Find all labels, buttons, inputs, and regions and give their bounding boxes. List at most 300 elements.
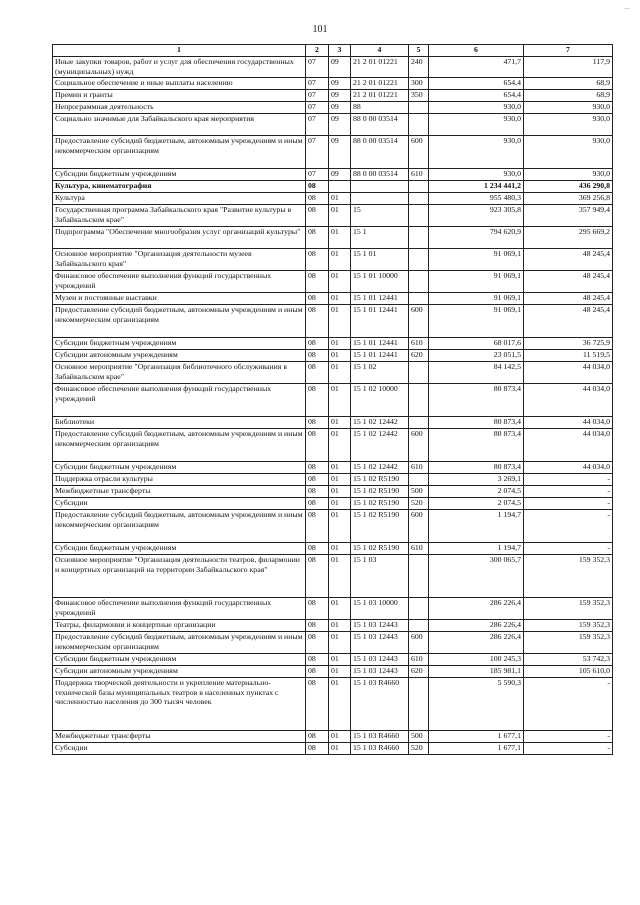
section-code: 08 (306, 417, 329, 429)
row-name: Предоставление субсидий бюджетным, автономным учреждениям и иным некоммерческим организациям (53, 136, 306, 169)
target-article-code: 15 (351, 205, 409, 227)
target-article-code: 15 1 02 12442 (351, 417, 409, 429)
subsection-code: 01 (329, 338, 351, 350)
amount-col-7: - (524, 486, 613, 498)
section-code: 07 (306, 57, 329, 78)
amount-col-7: - (524, 543, 613, 555)
row-name: Предоставление субсидий бюджетным, автономным учреждениям и иным некоммерческим организациям (53, 510, 306, 543)
row-name: Субсидии бюджетным учреждениям (53, 169, 306, 181)
table-row (53, 486, 613, 498)
target-article-code: 15 1 01 (351, 249, 409, 271)
subsection-code: 01 (329, 293, 351, 305)
subsection-code: 01 (329, 227, 351, 249)
table-row (53, 678, 613, 731)
target-article-code: 15 1 02 R5190 (351, 474, 409, 486)
table-row (53, 338, 613, 350)
subsection-code: 01 (329, 205, 351, 227)
amount-col-7: 159 352,3 (524, 598, 613, 620)
amount-col-6: 91 069,1 (429, 249, 524, 271)
expense-type-code: 600 (409, 429, 429, 462)
subsection-code: 01 (329, 731, 351, 743)
subsection-code: 01 (329, 362, 351, 384)
section-code: 08 (306, 293, 329, 305)
subsection-code: 01 (329, 620, 351, 632)
table-row (53, 305, 613, 338)
expense-type-code: 610 (409, 169, 429, 181)
table-row (53, 169, 613, 181)
amount-col-7: - (524, 743, 613, 755)
subsection-code: 01 (329, 384, 351, 417)
row-name: Финансовое обеспечение выполнения функций государственных учреждений (53, 384, 306, 417)
target-article-code (351, 193, 409, 205)
subsection-code: 09 (329, 169, 351, 181)
amount-col-6: 84 142,5 (429, 362, 524, 384)
row-name: Культура (53, 193, 306, 205)
target-article-code: 88 0 00 03514 (351, 136, 409, 169)
row-name: Библиотеки (53, 417, 306, 429)
target-article-code: 15 1 01 12441 (351, 293, 409, 305)
amount-col-6: 300 065,7 (429, 555, 524, 598)
row-name: Социально значимые для Забайкальского края мероприятия (53, 114, 306, 136)
amount-col-6: 923 305,8 (429, 205, 524, 227)
amount-col-6: 794 620,9 (429, 227, 524, 249)
row-name: Субсидии (53, 498, 306, 510)
row-name: Основное мероприятие "Организация библиотечного обслуживания в Забайкальском крае" (53, 362, 306, 384)
amount-col-6: 80 873,4 (429, 429, 524, 462)
table-row (53, 136, 613, 169)
amount-col-7: 117,9 (524, 57, 613, 78)
row-name: Субсидии автономным учреждениям (53, 350, 306, 362)
expense-type-code: 350 (409, 90, 429, 102)
amount-col-7: - (524, 510, 613, 543)
expense-type-code (409, 362, 429, 384)
subsection-code: 01 (329, 666, 351, 678)
row-name: Субсидии (53, 743, 306, 755)
table-row (53, 654, 613, 666)
amount-col-7: 159 352,3 (524, 555, 613, 598)
header-row (53, 45, 613, 57)
target-article-code: 21 2 01 01221 (351, 90, 409, 102)
target-article-code: 15 1 01 10000 (351, 271, 409, 293)
header-col-3: 3 (329, 45, 351, 57)
section-code: 08 (306, 654, 329, 666)
table-row (53, 362, 613, 384)
amount-col-6: 2 074,5 (429, 486, 524, 498)
amount-col-6: 5 590,3 (429, 678, 524, 731)
amount-col-7: 930,0 (524, 114, 613, 136)
amount-col-7: 68,9 (524, 90, 613, 102)
expense-type-code: 520 (409, 498, 429, 510)
expense-type-code (409, 598, 429, 620)
row-name: Межбюджетные трансферты (53, 731, 306, 743)
amount-col-6: 286 226,4 (429, 620, 524, 632)
target-article-code: 15 1 03 R4660 (351, 743, 409, 755)
amount-col-7: 48 245,4 (524, 249, 613, 271)
row-name: Субсидии автономным учреждениям (53, 666, 306, 678)
target-article-code: 15 1 02 R5190 (351, 486, 409, 498)
amount-col-6: 68 017,6 (429, 338, 524, 350)
amount-col-7: 357 949,4 (524, 205, 613, 227)
expense-type-code: 610 (409, 462, 429, 474)
target-article-code: 15 1 02 12442 (351, 462, 409, 474)
header-col-1: 1 (53, 45, 306, 57)
section-code: 08 (306, 181, 329, 193)
amount-col-7: 11 519,5 (524, 350, 613, 362)
subsection-code: 01 (329, 598, 351, 620)
row-name: Субсидии бюджетным учреждениям (53, 654, 306, 666)
expense-type-code: 610 (409, 543, 429, 555)
section-code: 07 (306, 78, 329, 90)
target-article-code: 15 1 02 10000 (351, 384, 409, 417)
header-col-7: 7 (524, 45, 613, 57)
subsection-code: 09 (329, 78, 351, 90)
amount-col-6: 80 873,4 (429, 417, 524, 429)
subsection-code: 01 (329, 429, 351, 462)
table-row (53, 474, 613, 486)
subsection-code: 01 (329, 462, 351, 474)
row-name: Государственная программа Забайкальского края "Развитие культуры в Забайкальском крае" (53, 205, 306, 227)
target-article-code: 15 1 02 R5190 (351, 510, 409, 543)
amount-col-7: - (524, 731, 613, 743)
amount-col-7: 36 725,9 (524, 338, 613, 350)
section-code: 07 (306, 169, 329, 181)
target-article-code: 15 1 02 12442 (351, 429, 409, 462)
subsection-code: 01 (329, 417, 351, 429)
subsection-code: 09 (329, 136, 351, 169)
section-code: 08 (306, 205, 329, 227)
amount-col-6: 100 245,3 (429, 654, 524, 666)
target-article-code: 15 1 03 12443 (351, 632, 409, 654)
row-name: Субсидии бюджетным учреждениям (53, 338, 306, 350)
section-code: 08 (306, 498, 329, 510)
amount-col-6: 955 480,3 (429, 193, 524, 205)
subsection-code: 01 (329, 510, 351, 543)
expense-type-code (409, 678, 429, 731)
target-article-code: 15 1 (351, 227, 409, 249)
amount-col-7: 53 742,3 (524, 654, 613, 666)
row-name: Непрограммная деятельность (53, 102, 306, 114)
table-row (53, 114, 613, 136)
expense-type-code (409, 620, 429, 632)
target-article-code: 88 (351, 102, 409, 114)
section-code: 08 (306, 598, 329, 620)
amount-col-6: 654,4 (429, 78, 524, 90)
row-name: Финансовое обеспечение выполнения функций государственных учреждений (53, 598, 306, 620)
expense-type-code: 600 (409, 136, 429, 169)
target-article-code: 88 0 00 03514 (351, 169, 409, 181)
row-name: Финансовое обеспечение выполнения функций государственных учреждений (53, 271, 306, 293)
budget-table (52, 44, 613, 755)
row-name: Субсидии бюджетным учреждениям (53, 462, 306, 474)
amount-col-7: 68,9 (524, 78, 613, 90)
subsection-code: 01 (329, 632, 351, 654)
section-code: 08 (306, 543, 329, 555)
table-row (53, 743, 613, 755)
target-article-code (351, 181, 409, 193)
subsection-code: 01 (329, 498, 351, 510)
amount-col-7: 48 245,4 (524, 293, 613, 305)
amount-col-7: 159 352,3 (524, 632, 613, 654)
section-code: 08 (306, 510, 329, 543)
amount-col-6: 1 677,1 (429, 743, 524, 755)
target-article-code: 15 1 03 R4660 (351, 678, 409, 731)
section-code: 08 (306, 305, 329, 338)
target-article-code: 15 1 03 12443 (351, 654, 409, 666)
amount-col-6: 2 074,5 (429, 498, 524, 510)
amount-col-7: - (524, 474, 613, 486)
row-name: Поддержка творческой деятельности и укрепление материально-технической базы муниципальных театров в населенных пунктах с численностью населения до 300 тысяч человек (53, 678, 306, 731)
expense-type-code: 520 (409, 743, 429, 755)
table-row (53, 543, 613, 555)
expense-type-code (409, 227, 429, 249)
expense-type-code (409, 114, 429, 136)
amount-col-7: 44 034,0 (524, 384, 613, 417)
row-name: Основное мероприятие "Организация деятельности музеев Забайкальского края" (53, 249, 306, 271)
amount-col-6: 1 194,7 (429, 510, 524, 543)
table-row (53, 731, 613, 743)
amount-col-7: 105 610,0 (524, 666, 613, 678)
row-name: Основное мероприятие "Организация деятельности театров, филармонии и концертных организаций на территории Забайкальского края" (53, 555, 306, 598)
target-article-code: 15 1 03 12443 (351, 620, 409, 632)
expense-type-code: 610 (409, 338, 429, 350)
amount-col-6: 3 269,1 (429, 474, 524, 486)
section-code: 08 (306, 743, 329, 755)
subsection-code: 01 (329, 555, 351, 598)
amount-col-7: - (524, 678, 613, 731)
table-row (53, 193, 613, 205)
row-name: Иные закупки товаров, работ и услуг для обеспечения государственных (муниципальных) нужд (53, 57, 306, 78)
table-row (53, 498, 613, 510)
section-code: 08 (306, 474, 329, 486)
expense-type-code (409, 417, 429, 429)
section-code: 08 (306, 620, 329, 632)
header-col-2: 2 (306, 45, 329, 57)
section-code: 08 (306, 555, 329, 598)
amount-col-6: 1 234 441,2 (429, 181, 524, 193)
table-row (53, 90, 613, 102)
section-code: 07 (306, 114, 329, 136)
expense-type-code (409, 205, 429, 227)
section-code: 08 (306, 632, 329, 654)
amount-col-6: 286 226,4 (429, 632, 524, 654)
amount-col-7: 436 290,8 (524, 181, 613, 193)
table-row (53, 417, 613, 429)
row-name: Предоставление субсидий бюджетным, автономным учреждениям и иным некоммерческим организациям (53, 305, 306, 338)
amount-col-6: 471,7 (429, 57, 524, 78)
amount-col-7: 48 245,4 (524, 305, 613, 338)
target-article-code: 15 1 03 12443 (351, 666, 409, 678)
subsection-code: 01 (329, 350, 351, 362)
expense-type-code: 620 (409, 666, 429, 678)
target-article-code: 15 1 01 12441 (351, 338, 409, 350)
table-row (53, 227, 613, 249)
table-row (53, 462, 613, 474)
section-code: 08 (306, 678, 329, 731)
table-row (53, 666, 613, 678)
section-code: 08 (306, 227, 329, 249)
amount-col-6: 930,0 (429, 114, 524, 136)
expense-type-code: 600 (409, 510, 429, 543)
subsection-code: 09 (329, 90, 351, 102)
subsection-code: 01 (329, 249, 351, 271)
amount-col-6: 91 069,1 (429, 293, 524, 305)
table-row (53, 384, 613, 417)
expense-type-code: 240 (409, 57, 429, 78)
section-code: 08 (306, 338, 329, 350)
section-code: 08 (306, 462, 329, 474)
amount-col-7: 295 669,2 (524, 227, 613, 249)
corner-mark: ... (624, 2, 630, 11)
subsection-code: 01 (329, 543, 351, 555)
expense-type-code (409, 384, 429, 417)
section-code: 08 (306, 429, 329, 462)
row-name: Музеи и постоянные выставки (53, 293, 306, 305)
table-row (53, 632, 613, 654)
row-name: Поддержка отрасли культуры (53, 474, 306, 486)
subsection-code: 01 (329, 743, 351, 755)
subsection-code: 09 (329, 57, 351, 78)
section-code: 08 (306, 350, 329, 362)
amount-col-6: 23 051,5 (429, 350, 524, 362)
amount-col-6: 91 069,1 (429, 271, 524, 293)
row-name: Межбюджетные трансферты (53, 486, 306, 498)
target-article-code: 15 1 02 R5190 (351, 498, 409, 510)
expense-type-code: 300 (409, 78, 429, 90)
target-article-code: 15 1 01 12441 (351, 305, 409, 338)
amount-col-6: 91 069,1 (429, 305, 524, 338)
target-article-code: 15 1 03 (351, 555, 409, 598)
amount-col-6: 930,0 (429, 169, 524, 181)
expense-type-code (409, 249, 429, 271)
section-code: 07 (306, 90, 329, 102)
amount-col-6: 80 873,4 (429, 462, 524, 474)
expense-type-code: 600 (409, 632, 429, 654)
expense-type-code: 500 (409, 486, 429, 498)
target-article-code: 15 1 02 (351, 362, 409, 384)
table-row (53, 181, 613, 193)
header-col-6: 6 (429, 45, 524, 57)
section-code: 08 (306, 271, 329, 293)
section-code: 08 (306, 666, 329, 678)
amount-col-7: 44 034,0 (524, 362, 613, 384)
subsection-code: 01 (329, 474, 351, 486)
section-code: 08 (306, 731, 329, 743)
table-row (53, 620, 613, 632)
expense-type-code: 610 (409, 654, 429, 666)
target-article-code: 15 1 01 12441 (351, 350, 409, 362)
expense-type-code: 500 (409, 731, 429, 743)
section-code: 08 (306, 362, 329, 384)
table-body (53, 57, 613, 755)
amount-col-7: 930,0 (524, 169, 613, 181)
row-name: Подпрограмма "Обеспечение многообразия услуг организаций культуры" (53, 227, 306, 249)
table-row (53, 249, 613, 271)
header-col-5: 5 (409, 45, 429, 57)
amount-col-6: 930,0 (429, 136, 524, 169)
amount-col-7: 44 034,0 (524, 417, 613, 429)
table-row (53, 102, 613, 114)
row-name: Премии и гранты (53, 90, 306, 102)
amount-col-6: 654,4 (429, 90, 524, 102)
amount-col-7: 44 034,0 (524, 429, 613, 462)
table-row (53, 57, 613, 78)
amount-col-7: 930,0 (524, 136, 613, 169)
row-name: Социальное обеспечение и иные выплаты населению (53, 78, 306, 90)
section-code: 07 (306, 136, 329, 169)
section-code: 08 (306, 193, 329, 205)
table-row (53, 293, 613, 305)
table-row (53, 271, 613, 293)
amount-col-6: 80 873,4 (429, 384, 524, 417)
subsection-code: 01 (329, 271, 351, 293)
table-row (53, 429, 613, 462)
row-name: Культура, кинематография (53, 181, 306, 193)
section-code: 08 (306, 249, 329, 271)
section-code: 08 (306, 486, 329, 498)
expense-type-code (409, 102, 429, 114)
subsection-code: 09 (329, 102, 351, 114)
expense-type-code (409, 474, 429, 486)
expense-type-code (409, 181, 429, 193)
table-row (53, 78, 613, 90)
row-name: Предоставление субсидий бюджетным, автономным учреждениям и иным некоммерческим организациям (53, 429, 306, 462)
amount-col-6: 286 226,4 (429, 598, 524, 620)
table-row (53, 510, 613, 543)
amount-col-6: 1 677,1 (429, 731, 524, 743)
expense-type-code: 600 (409, 305, 429, 338)
expense-type-code (409, 293, 429, 305)
target-article-code: 15 1 03 10000 (351, 598, 409, 620)
target-article-code: 15 1 02 R5190 (351, 543, 409, 555)
amount-col-7: - (524, 498, 613, 510)
amount-col-7: 159 352,3 (524, 620, 613, 632)
target-article-code: 88 0 00 03514 (351, 114, 409, 136)
target-article-code: 21 2 01 01221 (351, 78, 409, 90)
section-code: 08 (306, 384, 329, 417)
amount-col-6: 185 981,1 (429, 666, 524, 678)
subsection-code: 01 (329, 678, 351, 731)
subsection-code: 01 (329, 193, 351, 205)
subsection-code: 09 (329, 114, 351, 136)
expense-type-code: 620 (409, 350, 429, 362)
expense-type-code (409, 555, 429, 598)
table-row (53, 555, 613, 598)
subsection-code: 01 (329, 486, 351, 498)
expense-type-code (409, 193, 429, 205)
row-name: Предоставление субсидий бюджетным, автономным учреждениям и иным некоммерческим организациям (53, 632, 306, 654)
amount-col-6: 1 194,7 (429, 543, 524, 555)
expense-type-code (409, 271, 429, 293)
table-row (53, 598, 613, 620)
target-article-code: 21 2 01 01221 (351, 57, 409, 78)
subsection-code: 01 (329, 305, 351, 338)
amount-col-6: 930,0 (429, 102, 524, 114)
table-row (53, 205, 613, 227)
amount-col-7: 369 256,8 (524, 193, 613, 205)
amount-col-7: 930,0 (524, 102, 613, 114)
subsection-code (329, 181, 351, 193)
section-code: 07 (306, 102, 329, 114)
header-col-4: 4 (351, 45, 409, 57)
page-number: 101 (312, 24, 328, 35)
subsection-code: 01 (329, 654, 351, 666)
table-row (53, 350, 613, 362)
target-article-code: 15 1 03 R4660 (351, 731, 409, 743)
amount-col-7: 44 034,0 (524, 462, 613, 474)
row-name: Субсидии бюджетным учреждениям (53, 543, 306, 555)
amount-col-7: 48 245,4 (524, 271, 613, 293)
row-name: Театры, филармонии и концертные организации (53, 620, 306, 632)
